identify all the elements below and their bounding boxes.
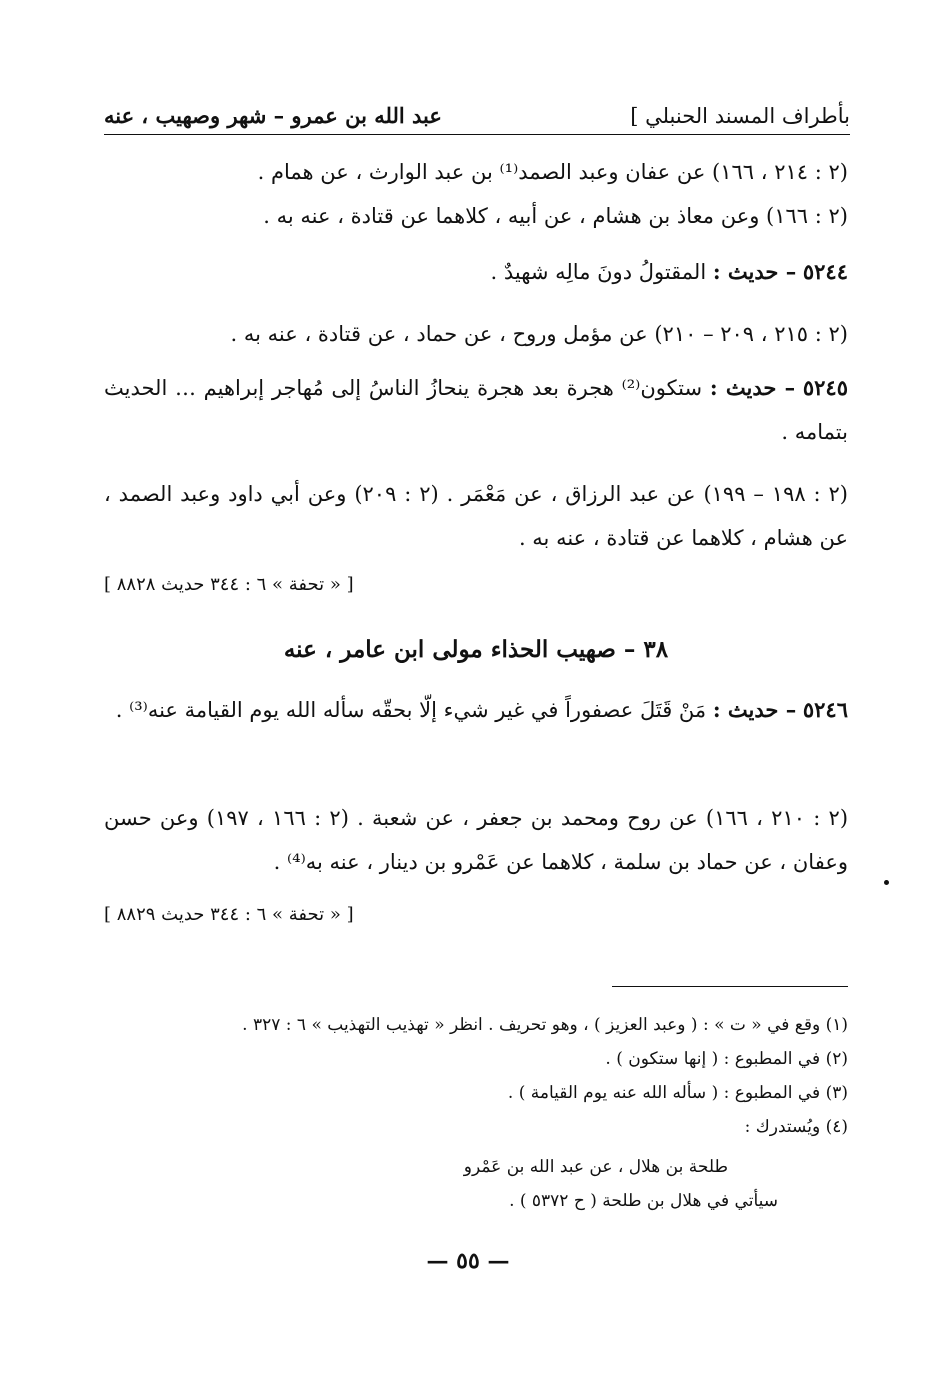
hadith-number: ٥٢٤٤ — [802, 259, 848, 284]
hadith-text: المقتولُ دونَ مالِه شهيدٌ . — [490, 260, 707, 284]
footnotes — [150, 1008, 848, 1218]
paragraph-chains-1 — [104, 150, 848, 238]
header-chapter-title: عبد الله بن عمرو – شهر وصهيب ، عنه — [104, 103, 442, 128]
hadith-number: ٥٢٤٥ — [802, 375, 848, 400]
tuhfa-reference-2: [ « تحفة » ٦ : ٣٤٤ حديث ٨٨٢٩ ] — [104, 904, 354, 925]
footnote-2: (٢) في المطبوع : ( إنها ستكون ) . — [605, 1049, 848, 1069]
footnote-3: (٣) في المطبوع : ( سأله الله عنه يوم القيامة ) . — [507, 1083, 848, 1103]
header-book-title: بأطراف المسند الحنبلي ] — [630, 104, 850, 128]
chain-text: (٢ : ١٩٨ – ١٩٩) عن عبد الرزاق ، عن مَعْمَر . (٢ : ٢٠٩) وعن أبي داود وعبد الصمد ، عن هشام ، كلاهما عن قتادة ، عنه به . — [104, 482, 848, 550]
paragraph-chains-2 — [104, 312, 848, 356]
hadith-5245 — [104, 366, 848, 454]
footnote-4-chain: طلحة بن هلال ، عن عبد الله بن عَمْرو — [463, 1157, 728, 1177]
hadith-label: – حديث : — [709, 375, 796, 400]
tuhfa-reference-1: [ « تحفة » ٦ : ٣٤٤ حديث ٨٨٢٨ ] — [104, 574, 354, 595]
margin-dot — [884, 880, 889, 885]
hadith-text: مَنْ قَتَلَ عصفوراً في غير شيء إلّا بحقّه سأله الله يوم القيامة عنه⁽³⁾ . — [115, 698, 707, 722]
footnote-1: (١) وقع في « ت » : ( وعبد العزيز ) ، وهو تحريف . انظر « تهذيب التهذيب » ٦ : ٣٢٧ . — [242, 1015, 848, 1035]
hadith-5244 — [104, 250, 848, 294]
paragraph-chains-3 — [104, 472, 848, 560]
chain-line-2: (٢ : ١٦٦) وعن معاذ بن هشام ، عن أبيه ، كلاهما عن قتادة ، عنه به . — [263, 204, 848, 228]
paragraph-chains-4 — [104, 796, 848, 884]
chain-text: (٢ : ٢١٠ ، ١٦٦) عن روح ومحمد بن جعفر ، عن شعبة . (٢ : ١٦٦ ، ١٩٧) وعن حسن وعفان ، عن حماد بن سلمة ، كلاهما عن عَمْرو بن دينار ، عنه به⁽⁴⁾ . — [104, 806, 849, 874]
footnote-4: (٤) ويُستدرك : — [744, 1117, 848, 1137]
hadith-text: ستكون⁽²⁾ هجرة بعد هجرة ينحازُ الناسُ إلى مُهاجر إبراهيم … الحديث بتمامه . — [104, 376, 848, 444]
hadith-number: ٥٢٤٦ — [802, 697, 848, 722]
hadith-label: – حديث : — [712, 259, 797, 284]
section-title: ٣٨ – صهيب الحذاء مولى ابن عامر ، عنه — [283, 636, 669, 663]
chain-line: (٢ : ٢١٥ ، ٢٠٩ – ٢١٠) عن مؤمل وروح ، عن حماد ، عن قتادة ، عنه به . — [230, 322, 848, 346]
hadith-5246 — [104, 688, 848, 732]
footnote-4-crossref: سيأتي في هلال بن طلحة ( ح ٥٣٧٢ ) . — [509, 1191, 778, 1211]
running-header — [104, 92, 850, 135]
chain-line-1: (٢ : ٢١٤ ، ١٦٦) عن عفان وعبد الصمد⁽¹⁾ بن عبد الوارث ، عن همام . — [257, 160, 848, 184]
footnote-divider — [612, 986, 848, 987]
hadith-label: – حديث : — [712, 697, 797, 722]
page-number: — ٥٥ — — [426, 1248, 510, 1274]
